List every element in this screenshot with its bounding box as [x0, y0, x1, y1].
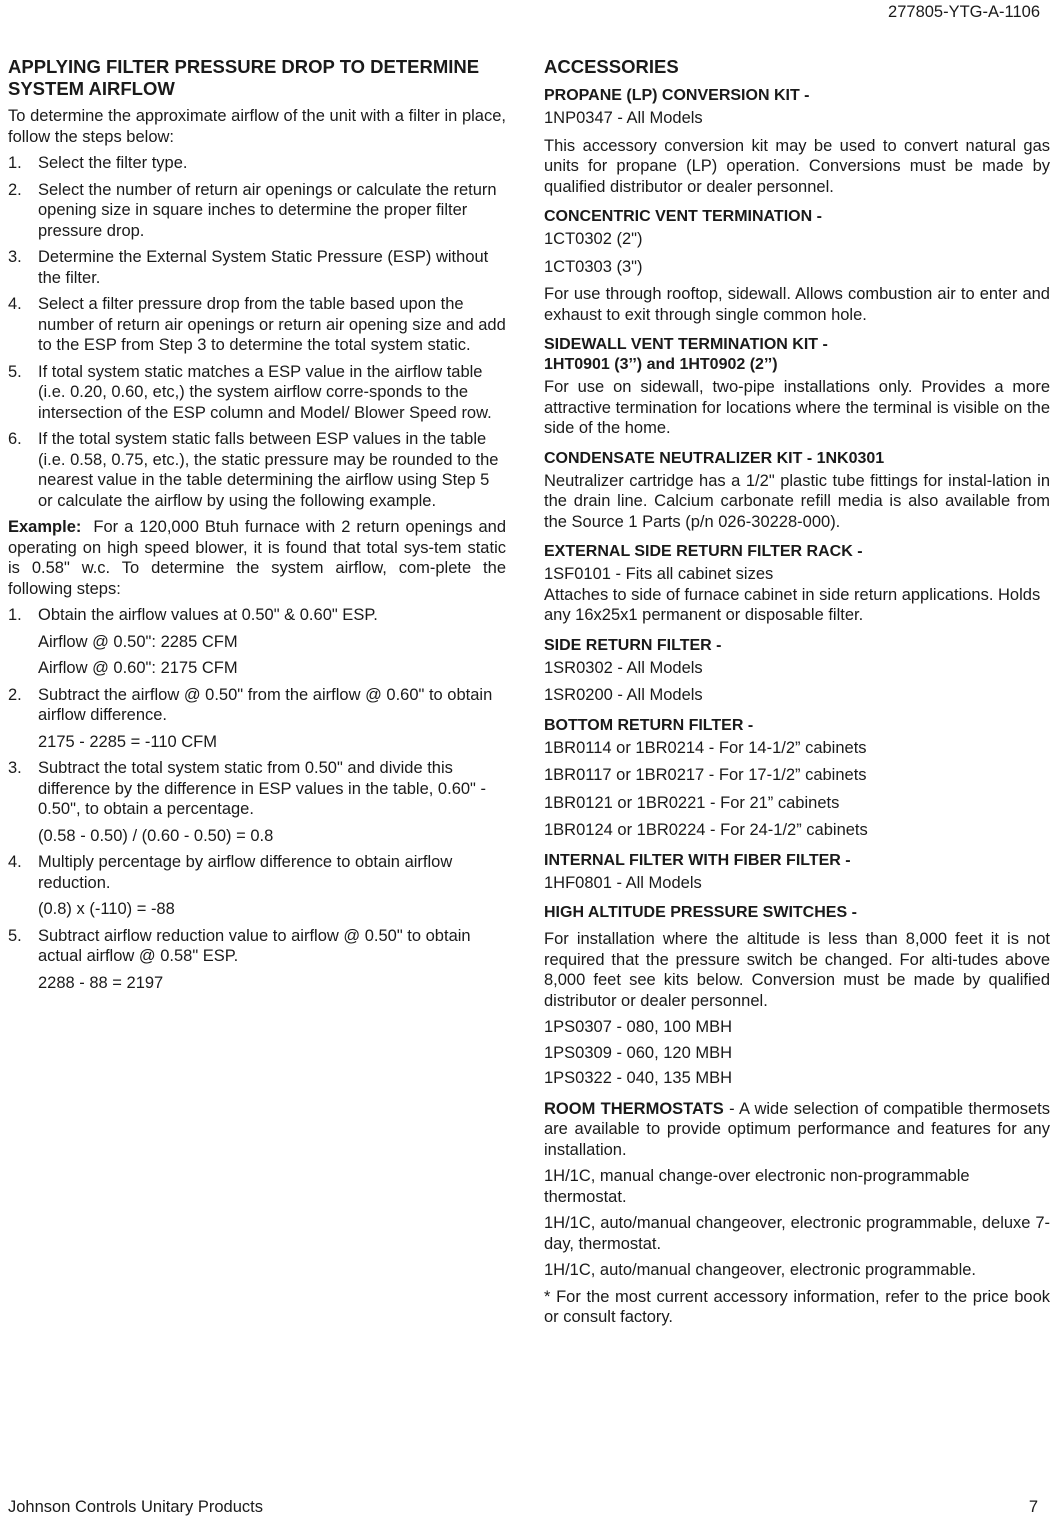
footnote: * For the most current accessory information, refer to the price book or consult factory. [544, 1287, 1050, 1326]
model-line: 1SR0200 - All Models [544, 686, 703, 704]
section-heading: ROOM THERMOSTATS [544, 1099, 724, 1118]
high-altitude-section [544, 903, 1050, 1089]
section-desc: For use through rooftop, sidewall. Allows combustion air to enter and exhaust to exit through single common hole. [544, 285, 1050, 324]
side-return-filter-section [544, 636, 1050, 706]
calc-line: 2175 - 2285 = -110 CFM [38, 732, 218, 751]
thermostat-item: 1H/1C, auto/manual changeover, electronic programmable. [544, 1261, 976, 1279]
section-desc: For installation where the altitude is less than 8,000 feet it is not required that the pressure switch be changed. For alti-tudes above 8,000 feet see kits below. Conversion must be made by qualified distributor or dealer personnel. [544, 930, 1050, 1010]
list-item: 4. Multiply percentage by airflow difference to obtain airflow reduction. [8, 853, 453, 892]
list-item: 1. Obtain the airflow values at 0.50" & 0.60" ESP. [8, 606, 378, 624]
section-heading: SIDE RETURN FILTER - [544, 636, 722, 654]
calc-line: (0.8) x (-110) = -88 [38, 900, 175, 918]
procedure-steps [8, 153, 506, 511]
concentric-vent-section [544, 207, 1050, 325]
model-line: 1CT0303 (3") [544, 257, 643, 276]
model-line: 1PS0309 - 060, 120 MBH [544, 1043, 733, 1062]
section-heading: SIDEWALL VENT TERMINATION KIT - [544, 336, 828, 353]
intro-paragraph: To determine the approximate airflow of the unit with a filter in place, follow the steps below: [8, 107, 506, 146]
section-title-airflow: APPLYING FILTER PRESSURE DROP TO DETERMINE SYSTEM AIRFLOW [8, 56, 480, 99]
model-line: 1BR0117 or 1BR0217 - For 17-1/2” cabinets [544, 766, 867, 784]
list-item: 5. If total system static matches a ESP value in the airflow table (i.e. 0.20, 0.60, etc,) the system airflow corre-sponds to the intersection of the ESP column and Model/ Blower Speed row. [8, 362, 492, 422]
list-item: 1. Select the filter type. [8, 154, 188, 172]
thermostat-item: 1H/1C, manual change-over electronic non-programmable thermostat. [544, 1167, 970, 1206]
list-item: 2. Select the number of return air openings or calculate the return opening size in square inches to determine the proper filter pressure drop. [8, 180, 497, 240]
example-label: Example: [8, 518, 82, 536]
footer-company: Johnson Controls Unitary Products [8, 1498, 263, 1516]
model-line: 1NP0347 - All Models [544, 109, 703, 127]
page-number: 7 [1028, 1498, 1038, 1516]
section-desc: Neutralizer cartridge has a 1/2" plastic tube fittings for instal-lation in the drain line. Calcium carbonate refill media is also available from the Source 1 Parts (p/n 026-30228-000). [544, 471, 1050, 531]
model-line: 1SF0101 - Fits all cabinet sizes [544, 565, 774, 583]
document-id: 277805-YTG-A-1106 [888, 3, 1040, 21]
neutralizer-section [544, 449, 1050, 533]
sidewall-vent-section [544, 335, 1050, 439]
room-thermostats-section [544, 1099, 1050, 1328]
example-paragraph: Example: For a 120,000 Btuh furnace with 2 return openings and operating on high speed blower, it is found that total sys-tem static is 0.58" w.c. To determine the system airflow, com-plete the following steps: [8, 518, 507, 598]
bottom-return-filter-section [544, 716, 1050, 841]
section-heading: CONDENSATE NEUTRALIZER KIT - 1NK0301 [544, 449, 885, 467]
section-desc: For use on sidewall, two-pipe installations only. Provides a more attractive termination for locations where the terminal is visible on the side of the home. [544, 378, 1050, 437]
propane-kit-section [544, 86, 1050, 197]
list-item: 2. Subtract the airflow @ 0.50" from the airflow @ 0.60" to obtain airflow difference. [8, 685, 493, 724]
model-line: 1SR0302 - All Models [544, 658, 703, 677]
section-heading: CONCENTRIC VENT TERMINATION - [544, 208, 822, 225]
model-line: 1PS0307 - 080, 100 MBH [544, 1018, 733, 1036]
example-steps [8, 605, 506, 626]
section-desc: Attaches to side of furnace cabinet in side return applications. Holds any 16x25x1 permanent or disposable filter. [544, 585, 1041, 624]
model-line: 1CT0302 (2") [544, 230, 643, 248]
calc-line: (0.58 - 0.50) / (0.60 - 0.50) = 0.8 [38, 826, 274, 845]
section-desc: This accessory conversion kit may be used to convert natural gas units for propane (LP) operation. Conversions must be made by qualified distributor or dealer personnel. [544, 136, 1050, 196]
list-item: 5. Subtract airflow reduction value to airflow @ 0.50" to obtain actual airflow @ 0.58" ESP. [8, 926, 471, 965]
model-line: 1HF0801 - All Models [544, 873, 702, 892]
left-column [8, 56, 506, 999]
section-subheading: 1HT0901 (3’’) and 1HT0902 (2’’) [544, 356, 778, 373]
section-heading: INTERNAL FILTER WITH FIBER FILTER - [544, 851, 851, 869]
internal-filter-section [544, 851, 1050, 894]
calc-line: 2288 - 88 = 2197 [38, 973, 164, 992]
accessories-title: ACCESSORIES [544, 56, 679, 77]
calc-line: Airflow @ 0.60": 2175 CFM [38, 659, 238, 677]
section-heading: EXTERNAL SIDE RETURN FILTER RACK - [544, 543, 863, 560]
thermostats-intro: ROOM THERMOSTATS - A wide selection of compatible thermosets are available to provide optimum performance and features for any installation. [544, 1099, 1050, 1159]
section-heading: HIGH ALTITUDE PRESSURE SWITCHES - [544, 904, 857, 921]
model-line: 1PS0322 - 040, 135 MBH [544, 1069, 733, 1087]
thermostat-item: 1H/1C, auto/manual changeover, electronic programmable, deluxe 7-day, thermostat. [544, 1214, 1050, 1253]
section-heading: BOTTOM RETURN FILTER - [544, 716, 754, 734]
calc-line: Airflow @ 0.50": 2285 CFM [38, 632, 238, 651]
list-item: 3. Determine the External System Static Pressure (ESP) without the filter. [8, 248, 489, 287]
filter-rack-section [544, 542, 1050, 626]
model-line: 1BR0114 or 1BR0214 - For 14-1/2” cabinets [544, 738, 867, 757]
list-item: 4. Select a filter pressure drop from the table based upon the number of return air openings or return air opening size and add to the ESP from Step 3 to determine the total system static. [8, 295, 506, 354]
list-item: 3. Subtract the total system static from 0.50" and divide this difference by the difference in ESP values in the table, 0.60" - 0.50", to obtain a percentage. [8, 759, 486, 818]
model-line: 1BR0124 or 1BR0224 - For 24-1/2” cabinets [544, 821, 868, 839]
section-heading: PROPANE (LP) CONVERSION KIT - [544, 87, 810, 104]
right-column [544, 56, 1050, 1338]
list-item: 6. If the total system static falls between ESP values in the table (i.e. 0.58, 0.75, etc.), the static pressure may be rounded to the nearest value in the table determining the airflow using Step 5 or calculate the airflow by using the following example. [8, 430, 499, 510]
model-line: 1BR0121 or 1BR0221 - For 21” cabinets [544, 793, 840, 812]
